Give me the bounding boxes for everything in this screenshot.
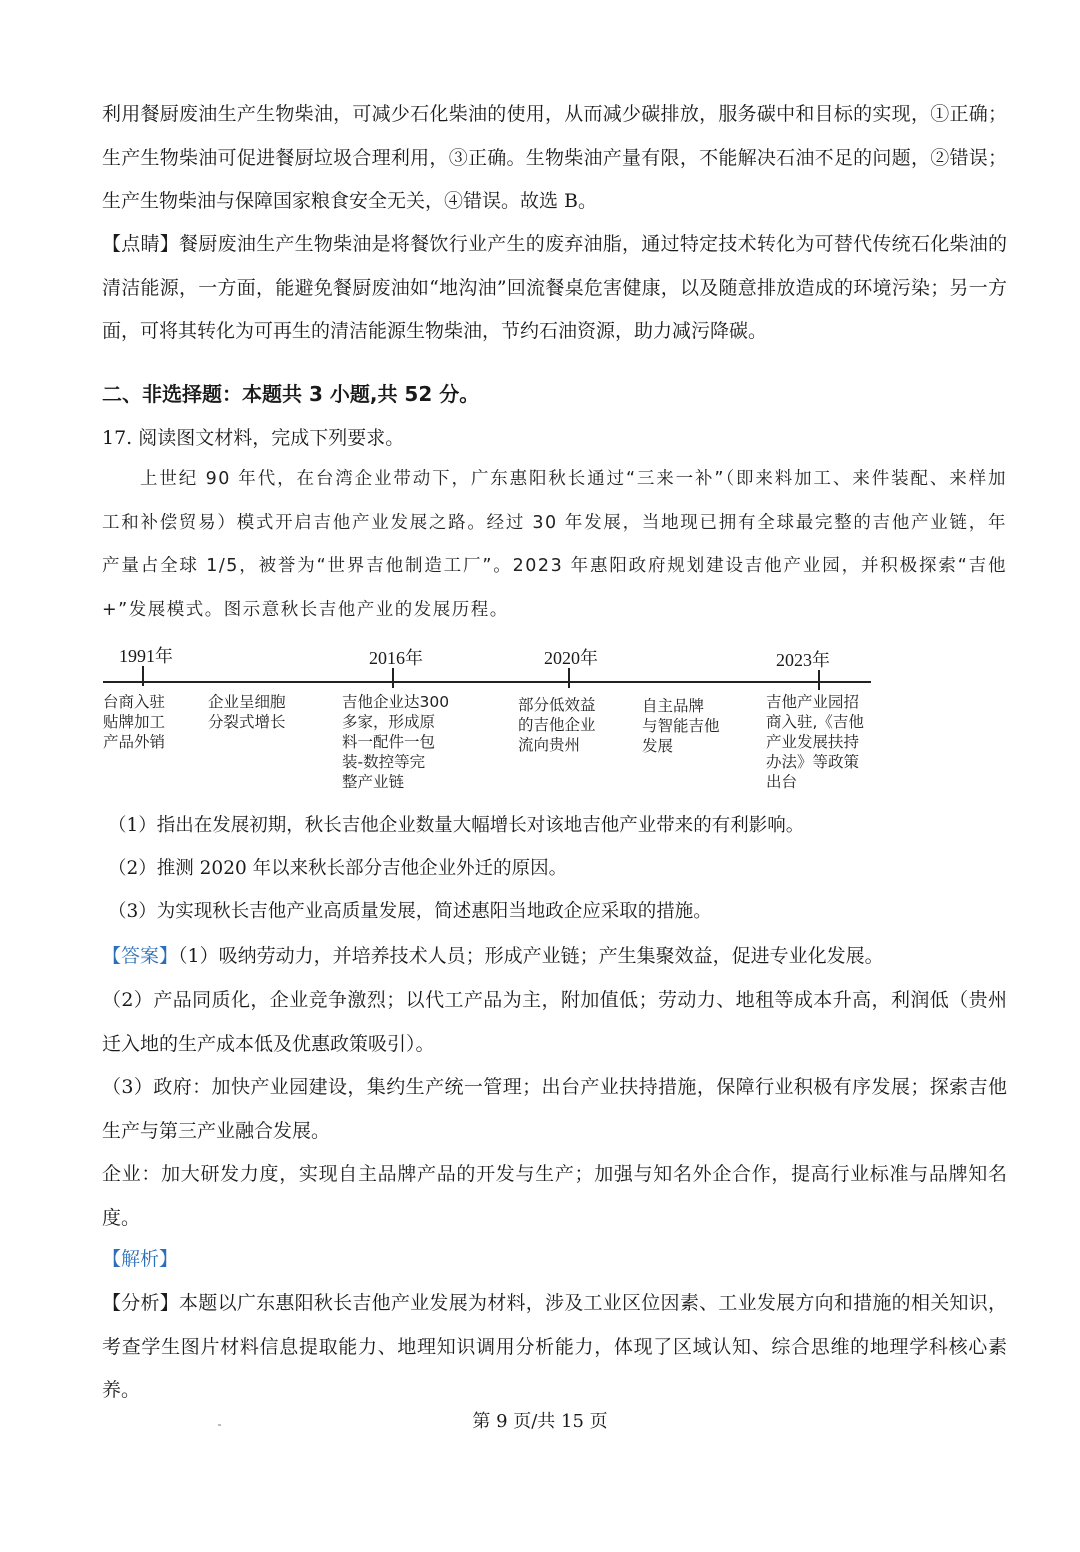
timeline-year-1991: 1991年 — [119, 646, 173, 666]
page-footer: 第 9 页/共 15 页 — [472, 1411, 608, 1432]
timeline-axis — [103, 681, 871, 683]
sub-question-2: （2）推测 2020 年以来秋长部分吉他企业外迁的原因。 — [108, 858, 568, 879]
key-point-paragraph: 【点睛】餐厨废油生产生物柴油是将餐饮行业产生的废弃油脂，通过特定技术转化为可替代传统石化柴油的清洁能源，一方面，能避免餐厨废油如“地沟油”回流餐桌危害健康，以及随意排放造成的环境污染；另一方面，可将其转化为可再生的清洁能源生物柴油，节约石油资源，助力减污降碳。 — [102, 233, 1007, 342]
analysis-label: 【解析】 — [102, 1248, 179, 1270]
timeline-stage-6: 吉他产业园招 商入驻,《吉他 产业发展扶持 办法》等政策 出台 — [766, 693, 864, 791]
analysis-text: 【分析】本题以广东惠阳秋长吉他产业发展为材料，涉及工业区位因素、工业发展方向和措施的相关知识，考查学生图片材料信息提取能力、地理知识调用分析能力，体现了区域认知、综合思维的地理学科核心素养。 — [102, 1292, 1007, 1401]
answer-2: （2）产品同质化，企业竞争激烈；以代工产品为主，附加值低；劳动力、地租等成本升高，利润低（贵州迁入地的生产成本低及优惠政策吸引）。 — [102, 989, 1007, 1055]
timeline-year-2020: 2020年 — [544, 648, 598, 668]
timeline-year-2023: 2023年 — [776, 650, 830, 670]
timeline-tick-2016 — [392, 668, 394, 688]
answer-label: 【答案】 — [102, 945, 179, 967]
answer-3: （3）政府：加快产业园建设，集约生产统一管理；出台产业扶持措施，保障行业积极有序发展；探索吉他生产与第三产业融合发展。 — [102, 1076, 1007, 1142]
section-title: 二、非选择题：本题共 3 小题,共 52 分。 — [102, 382, 480, 406]
timeline-tick-2023 — [818, 670, 820, 690]
timeline-tick-2020 — [568, 668, 570, 688]
question-title: 17. 阅读图文材料，完成下列要求。 — [102, 427, 405, 449]
timeline-stage-2: 企业呈细胞 分裂式增长 — [208, 693, 286, 731]
question-material: 上世纪 90 年代，在台湾企业带动下，广东惠阳秋长通过“三来一补”（即来料加工、来件装配、来样加工和补偿贸易）模式开启吉他产业发展之路。经过 30 年发展，当地现已拥有全球最完整的吉他产业链，年产量占全球 1/5，被誉为“世界吉他制造工厂”。2023 年惠阳政府规划建设吉他产业园，并积极探索“吉他+”发展模式。图示意秋长吉他产业的发展历程。 — [102, 469, 1007, 620]
answer-3-enterprise: 企业：加大研发力度，实现自主品牌产品的开发与生产；加强与知名外企合作，提高行业标准与品牌知名度。 — [102, 1163, 1007, 1229]
answer-1-text: （1）吸纳劳动力，并培养技术人员；形成产业链；产生集聚效益，促进专业化发展。 — [178, 945, 884, 967]
timeline-stage-5: 自主品牌 与智能吉他 发展 — [642, 697, 720, 755]
explanation-paragraph: 利用餐厨废油生产生物柴油，可减少石化柴油的使用，从而减少碳排放，服务碳中和目标的实现，①正确；生产生物柴油可促进餐厨垃圾合理利用，③正确。生物柴油产量有限，不能解决石油不足的问题，②错误；生产生物柴油与保障国家粮食安全无关，④错误。故选 B。 — [102, 103, 1007, 212]
timeline-year-2016: 2016年 — [369, 648, 423, 668]
timeline-stage-3: 吉他企业达300 多家，形成原 料一配件一包 装-数控等完 整产业链 — [342, 693, 450, 791]
sub-question-1: （1）指出在发展初期，秋长吉他企业数量大幅增长对该地吉他产业带来的有利影响。 — [108, 815, 805, 836]
timeline-tick-1991 — [142, 666, 144, 686]
timeline-stage-1: 台商入驻 贴牌加工 产品外销 — [103, 693, 166, 751]
answer-1 — [102, 935, 1007, 979]
timeline-stage-4: 部分低效益 的吉他企业 流向贵州 — [518, 696, 596, 754]
sub-question-3: （3）为实现秋长吉他产业高质量发展，简述惠阳当地政企应采取的措施。 — [108, 901, 712, 922]
